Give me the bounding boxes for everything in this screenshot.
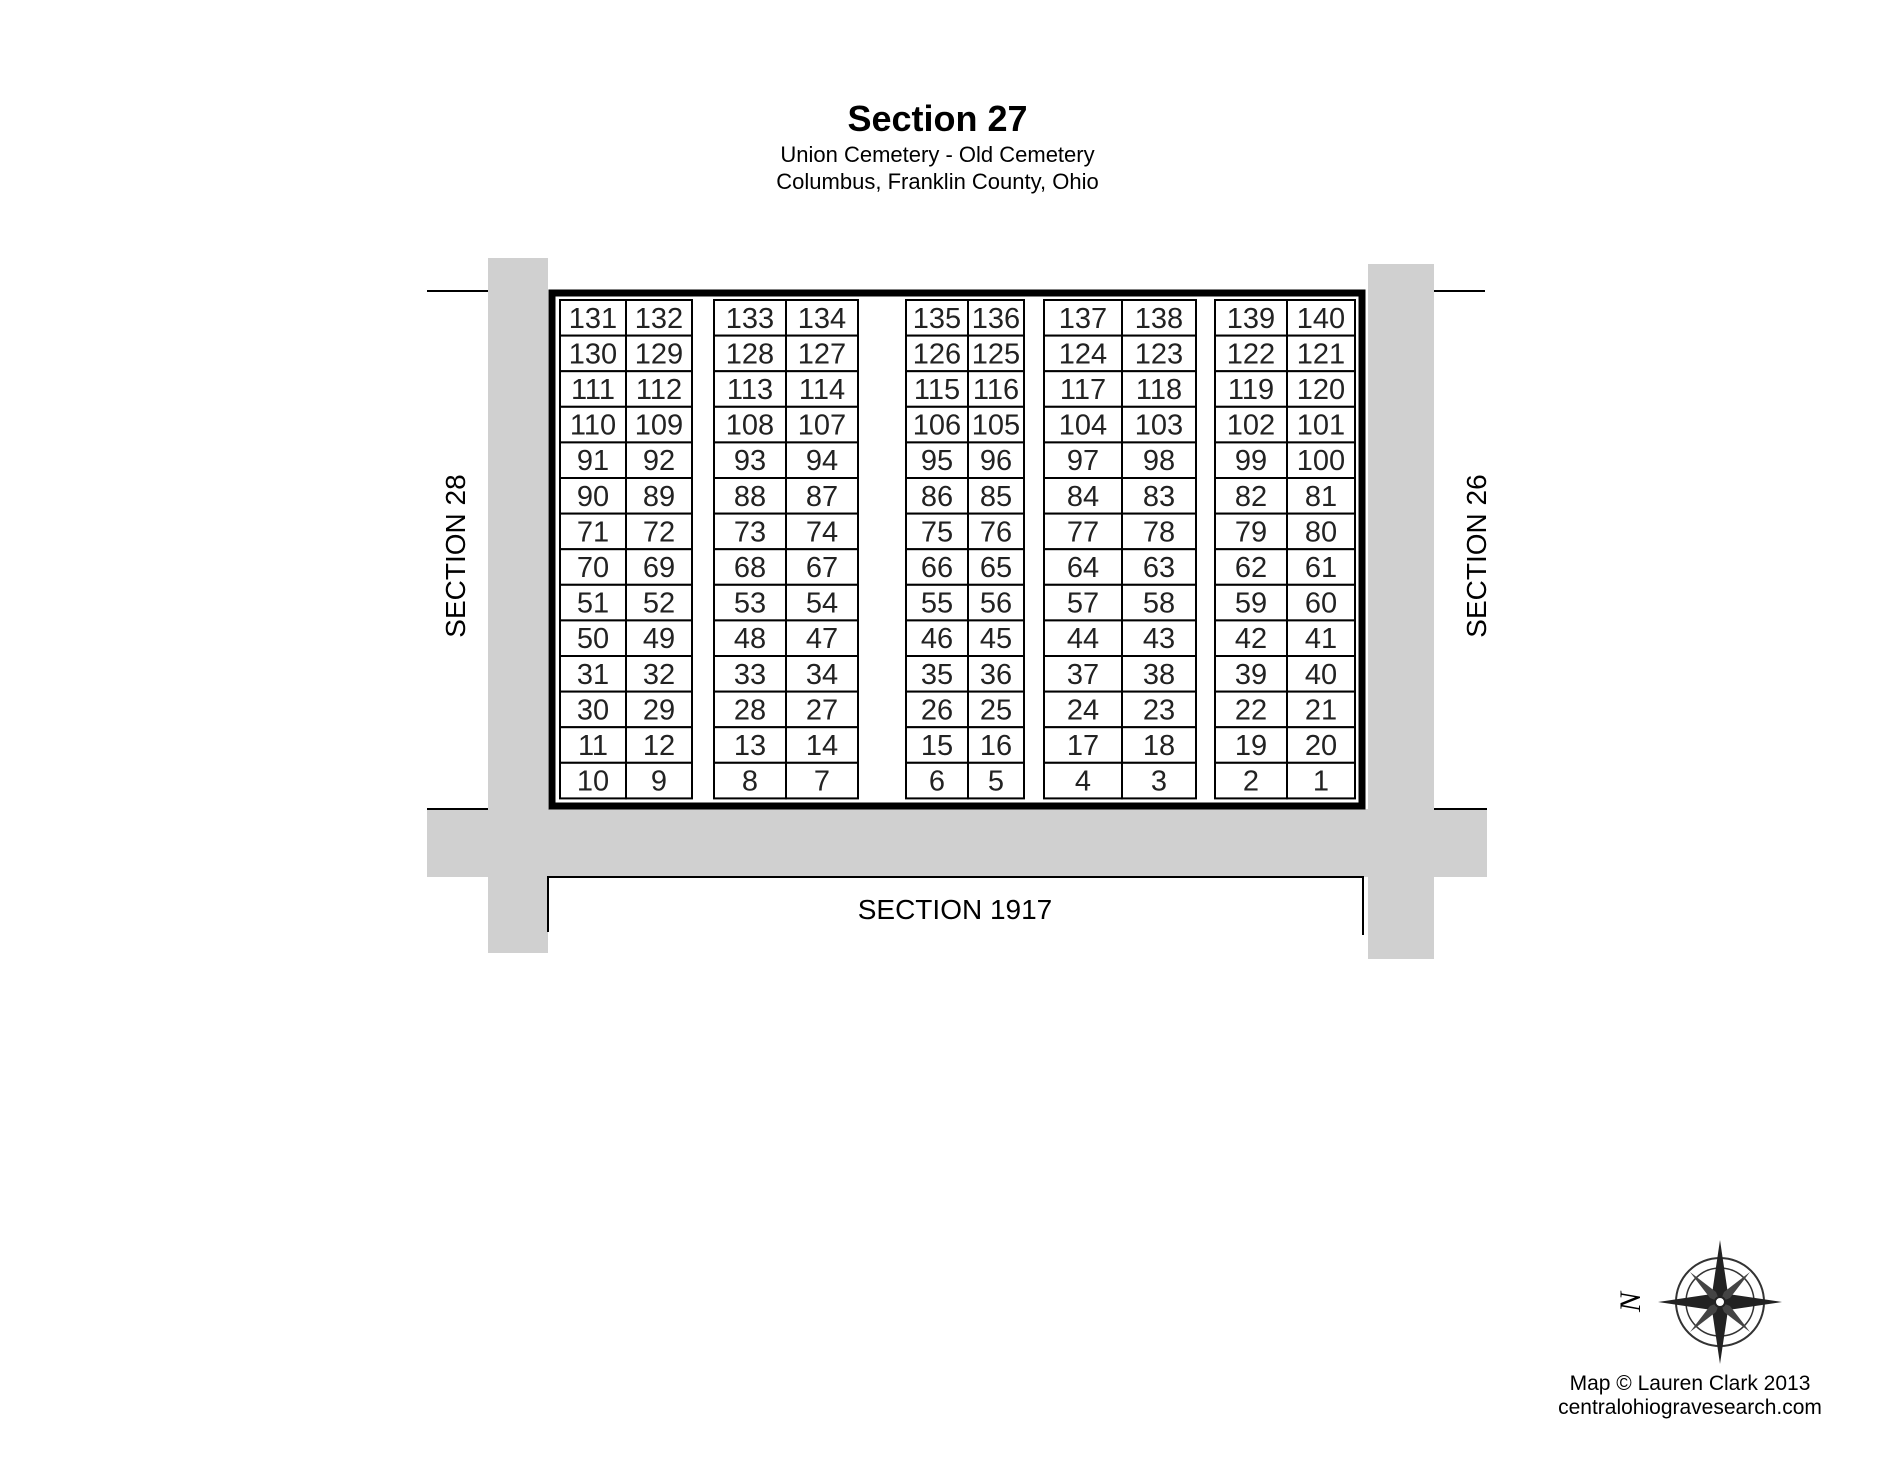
- plot-number: 87: [805, 480, 839, 513]
- plot-number: 91: [576, 445, 610, 478]
- plot-number: 21: [1304, 694, 1338, 727]
- plot-number: 38: [1142, 658, 1176, 691]
- plot-number: 116: [972, 374, 1020, 406]
- plot-number: 23: [1142, 694, 1176, 727]
- plot-number: 41: [1304, 623, 1338, 656]
- plot-grid: [560, 300, 1355, 798]
- plot-number: 104: [1058, 409, 1108, 442]
- plot-number: 119: [1227, 374, 1275, 406]
- plot-number: 109: [634, 409, 684, 442]
- plot-number: 123: [1134, 338, 1184, 371]
- plot-number: 65: [979, 552, 1013, 584]
- section-26-label: SECTION 26: [1461, 474, 1492, 638]
- plot-number: 76: [979, 516, 1013, 549]
- plot-number: 12: [642, 730, 676, 762]
- plot-number: 39: [1234, 658, 1268, 691]
- plot-number: 90: [576, 480, 610, 513]
- plot-number: 80: [1304, 516, 1338, 549]
- plot-number: 52: [642, 587, 676, 620]
- section-1917-label: SECTION 1917: [857, 894, 1053, 925]
- map-title: Section 27: [847, 98, 1028, 139]
- plot-number: 57: [1066, 587, 1100, 620]
- plot-number: 75: [920, 516, 954, 549]
- plot-number: 26: [920, 694, 954, 727]
- map-subtitle-location: Columbus, Franklin County, Ohio: [776, 169, 1099, 194]
- plot-number: 93: [733, 445, 767, 478]
- plot-number: 64: [1066, 552, 1100, 584]
- plot-number: 67: [805, 552, 839, 584]
- plot-number: 85: [979, 480, 1013, 513]
- plot-number: 61: [1304, 552, 1338, 584]
- plot-number: 66: [920, 552, 954, 584]
- plot-number: 51: [576, 587, 610, 620]
- plot-number: 54: [805, 587, 839, 620]
- plot-number: 55: [920, 587, 954, 620]
- map-subtitle-cemetery: Union Cemetery - Old Cemetery: [780, 142, 1095, 167]
- plot-number: 58: [1142, 587, 1176, 620]
- plot-number: 88: [733, 480, 767, 513]
- plot-number: 42: [1234, 623, 1268, 656]
- compass-north-label: N: [1614, 1291, 1647, 1313]
- plot-number: 70: [576, 552, 610, 584]
- plot-number: 118: [1135, 374, 1183, 406]
- plot-number: 34: [805, 658, 839, 691]
- plot-number: 92: [642, 445, 676, 478]
- plot-number: 49: [642, 623, 676, 656]
- plot-number: 135: [912, 302, 962, 335]
- plot-number: 28: [733, 694, 767, 727]
- plot-number: 98: [1142, 445, 1176, 478]
- plot-number: 126: [912, 338, 962, 371]
- plot-number: 14: [805, 730, 839, 762]
- plot-number: 6: [928, 765, 946, 798]
- plot-number: 136: [971, 302, 1021, 335]
- plot-number: 137: [1058, 302, 1108, 335]
- plot-number: 110: [569, 409, 617, 442]
- plot-number: 20: [1304, 730, 1338, 762]
- plot-number: 18: [1142, 730, 1176, 762]
- plot-number: 9: [650, 765, 668, 798]
- plot-number: 78: [1142, 516, 1176, 549]
- plot-number: 1: [1312, 765, 1330, 798]
- plot-number: 74: [805, 516, 839, 549]
- plot-number: 100: [1296, 445, 1346, 478]
- plot-number: 83: [1142, 480, 1176, 513]
- plot-number: 24: [1066, 694, 1100, 727]
- plot-number: 15: [920, 730, 954, 762]
- plot-number: 127: [797, 338, 847, 371]
- plot-number: 125: [971, 338, 1021, 371]
- plot-number: 33: [733, 658, 767, 691]
- plot-number: 132: [634, 302, 684, 335]
- plot-number: 53: [733, 587, 767, 620]
- plot-number: 2: [1242, 765, 1260, 798]
- plot-number: 133: [725, 302, 775, 335]
- plot-number: 4: [1074, 765, 1092, 798]
- plot-number: 19: [1234, 730, 1268, 762]
- plot-number: 48: [733, 623, 767, 656]
- plot-number: 40: [1304, 658, 1338, 691]
- plot-number: 124: [1058, 338, 1108, 371]
- plot-number: 71: [576, 516, 610, 549]
- plot-number: 35: [920, 658, 954, 691]
- plot-number: 37: [1066, 658, 1100, 691]
- plot-number: 17: [1066, 730, 1100, 762]
- plot-number: 134: [797, 302, 847, 335]
- plot-number: 22: [1234, 694, 1268, 727]
- compass-rose-icon: [1658, 1240, 1782, 1364]
- plot-number: 30: [576, 694, 610, 727]
- plot-number: 84: [1066, 480, 1100, 513]
- plot-number: 10: [576, 765, 610, 798]
- plot-number: 44: [1066, 623, 1100, 656]
- plot-number: 121: [1296, 338, 1346, 371]
- plot-number: 8: [741, 765, 759, 798]
- plot-number: 114: [798, 374, 846, 406]
- plot-number: 16: [979, 730, 1013, 762]
- plot-number: 79: [1234, 516, 1268, 549]
- plot-number: 43: [1142, 623, 1176, 656]
- plot-number: 73: [733, 516, 767, 549]
- plot-number: 45: [979, 623, 1013, 656]
- plot-number: 128: [725, 338, 775, 371]
- plot-number: 11: [577, 730, 609, 762]
- plot-number: 138: [1134, 302, 1184, 335]
- plot-number: 107: [797, 409, 847, 442]
- plot-number: 99: [1234, 445, 1268, 478]
- plot-number: 96: [979, 445, 1013, 478]
- plot-number: 111: [570, 374, 616, 406]
- plot-number: 86: [920, 480, 954, 513]
- plot-number: 113: [726, 374, 774, 406]
- plot-number: 36: [979, 658, 1013, 691]
- plot-number: 97: [1066, 445, 1100, 478]
- plot-number: 32: [642, 658, 676, 691]
- plot-number: 139: [1226, 302, 1276, 335]
- plot-number: 69: [642, 552, 676, 584]
- south-road: [427, 809, 1487, 877]
- section-28-label: SECTION 28: [440, 474, 471, 638]
- plot-number: 103: [1134, 409, 1184, 442]
- plot-number: 63: [1142, 552, 1176, 584]
- plot-number: 46: [920, 623, 954, 656]
- plot-number: 130: [568, 338, 618, 371]
- plot-number: 13: [733, 730, 767, 762]
- plot-number: 106: [912, 409, 962, 442]
- plot-number: 59: [1234, 587, 1268, 620]
- plot-number: 47: [805, 623, 839, 656]
- plot-number: 101: [1296, 409, 1346, 442]
- map-credit: Map © Lauren Clark 2013: [1569, 1372, 1811, 1395]
- plot-number: 7: [813, 765, 831, 798]
- plot-number: 105: [971, 409, 1021, 442]
- plot-number: 77: [1066, 516, 1100, 549]
- plot-number: 131: [568, 302, 618, 335]
- plot-number: 29: [642, 694, 676, 727]
- plot-number: 81: [1304, 480, 1338, 513]
- plot-number: 140: [1296, 302, 1346, 335]
- plot-number: 27: [805, 694, 839, 727]
- plot-number: 95: [920, 445, 954, 478]
- plot-number: 25: [979, 694, 1013, 727]
- plot-number: 62: [1234, 552, 1268, 584]
- plot-number: 120: [1296, 374, 1346, 406]
- plot-number: 5: [987, 765, 1005, 798]
- plot-number: 117: [1059, 374, 1107, 406]
- map-source-url: centralohiogravesearch.com: [1558, 1396, 1822, 1419]
- plot-number: 60: [1304, 587, 1338, 620]
- plot-number: 50: [576, 623, 610, 656]
- plot-number: 82: [1234, 480, 1268, 513]
- plot-number: 31: [576, 658, 610, 691]
- plot-number: 112: [635, 374, 683, 406]
- plot-number: 94: [805, 445, 839, 478]
- plot-number: 68: [733, 552, 767, 584]
- plot-number: 89: [642, 480, 676, 513]
- plot-number: 122: [1226, 338, 1276, 371]
- plot-number: 3: [1150, 765, 1168, 798]
- plot-number: 56: [979, 587, 1013, 620]
- plot-number: 102: [1226, 409, 1276, 442]
- plot-number: 108: [725, 409, 775, 442]
- plot-number: 115: [913, 374, 961, 406]
- plot-number: 72: [642, 516, 676, 549]
- plot-number: 129: [634, 338, 684, 371]
